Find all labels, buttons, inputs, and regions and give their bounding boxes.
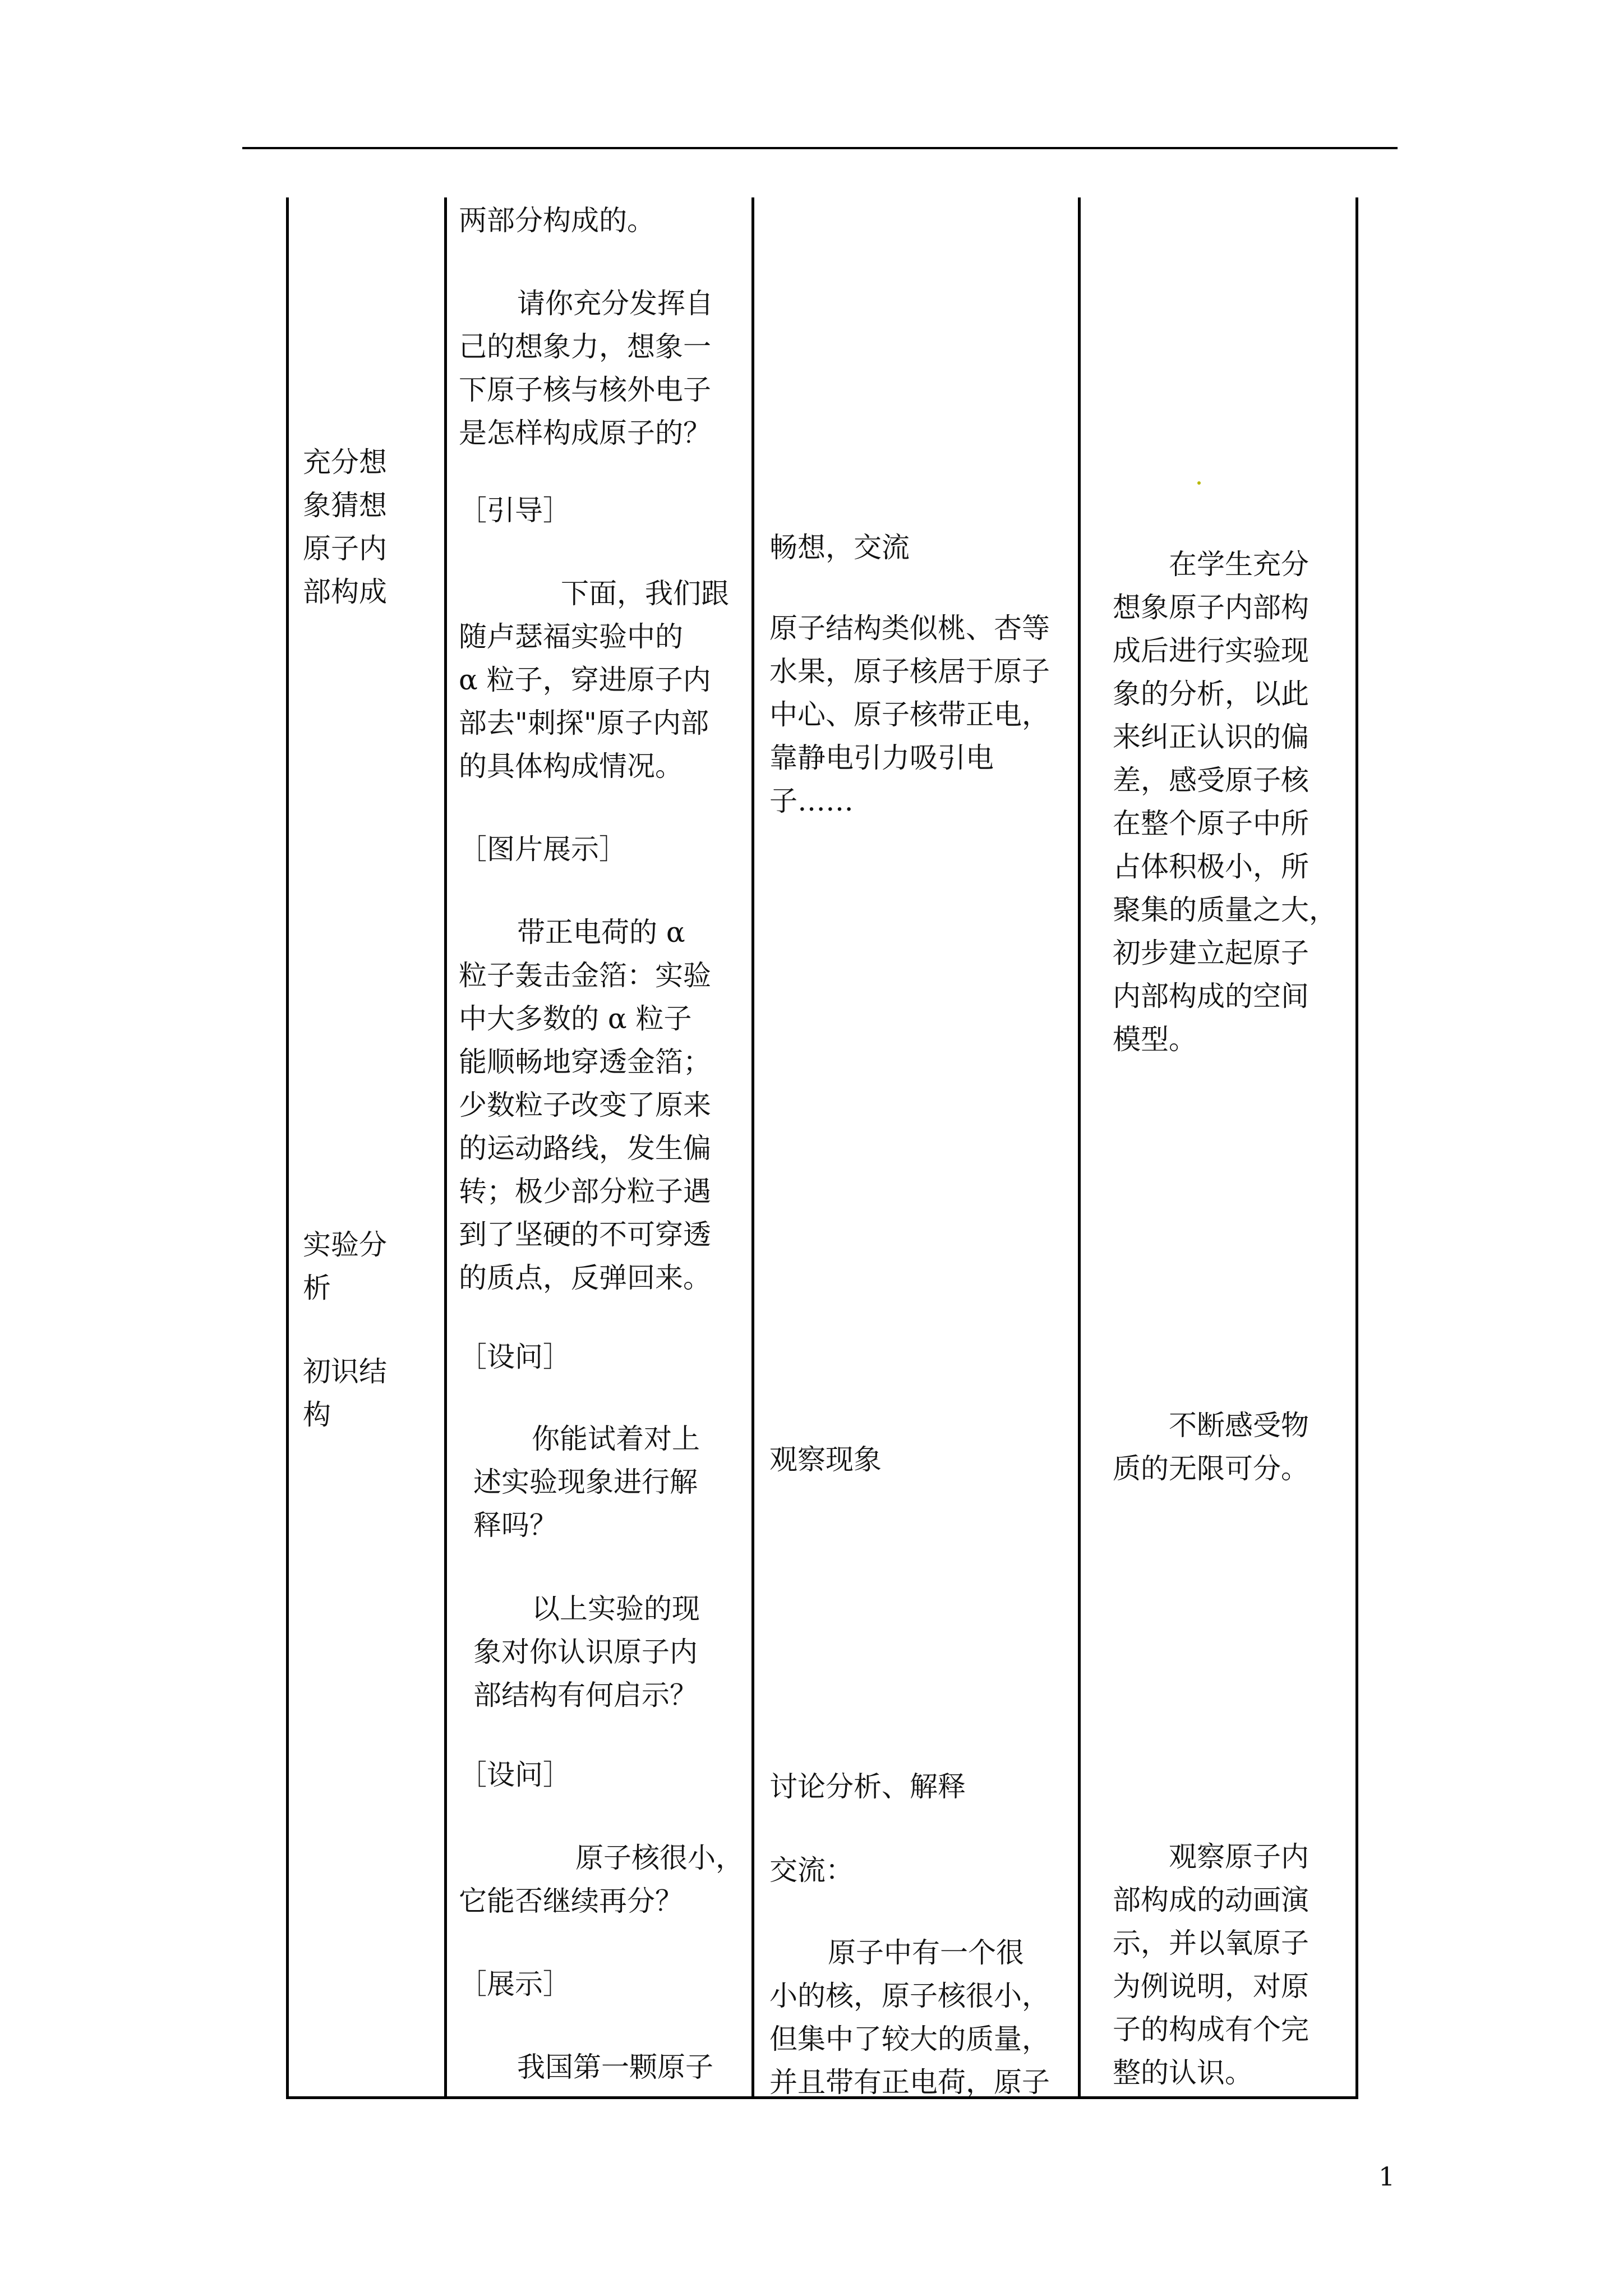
student-line: 观察现象 xyxy=(769,1443,882,1476)
intent-line: 部构成的动画演 xyxy=(1113,1884,1309,1916)
teacher-line: 它能否继续再分？ xyxy=(459,1885,683,1917)
teacher-line: 我国第一颗原子 xyxy=(517,2051,713,2083)
question-label: ［设问］ xyxy=(459,1759,571,1791)
teacher-line: 己的想象力，想象一 xyxy=(459,330,711,363)
teacher-line: 两部分构成的。 xyxy=(459,204,655,237)
student-line: 并且带有正电荷，原子 xyxy=(769,2066,1050,2099)
teacher-line: 象对你认识原子内 xyxy=(473,1636,698,1668)
teacher-line: 粒子轰击金箔：实验 xyxy=(459,959,711,992)
teacher-line: 到了坚硬的不可穿透 xyxy=(459,1218,711,1251)
intent-line: 占体积极小，所 xyxy=(1113,850,1309,883)
student-line: 小的核，原子核很小， xyxy=(769,1980,1050,2012)
column-divider xyxy=(444,197,447,2096)
student-line: 畅想，交流 xyxy=(769,531,910,564)
intent-line: 整的认识。 xyxy=(1113,2056,1253,2089)
teacher-line: 随卢瑟福实验中的 xyxy=(459,620,683,653)
student-line: 原子结构类似桃、杏等 xyxy=(769,612,1050,645)
stage-line: 部构成 xyxy=(303,576,387,608)
student-line: 水果，原子核居于原子 xyxy=(769,655,1050,688)
teacher-line: 以上实验的现 xyxy=(532,1593,700,1625)
student-line: 靠静电引力吸引电 xyxy=(769,742,994,774)
guide-label: ［引导］ xyxy=(459,494,571,527)
intent-line: 象的分析，以此 xyxy=(1113,678,1309,710)
teacher-line: 部结构有何启示？ xyxy=(473,1679,698,1711)
intent-line: 为例说明，对原 xyxy=(1113,1970,1309,2003)
picture-label: ［图片展示］ xyxy=(459,833,627,866)
teacher-line: 下面，我们跟 xyxy=(561,577,729,610)
teacher-line: 中大多数的 α 粒子 xyxy=(459,1002,692,1035)
student-line: 讨论分析、解释 xyxy=(769,1770,966,1803)
intent-line: 初步建立起原子 xyxy=(1113,937,1309,969)
teacher-line: 原子核很小， xyxy=(575,1842,744,1874)
stage-line: 充分想 xyxy=(303,446,387,478)
intent-line: 在学生充分 xyxy=(1169,548,1309,581)
intent-line: 内部构成的空间 xyxy=(1113,980,1309,1013)
teacher-line: 带正电荷的 α xyxy=(517,916,685,949)
teacher-line: 释吗？ xyxy=(473,1509,557,1542)
intent-line: 示，并以氧原子 xyxy=(1113,1927,1309,1959)
stage-line: 构 xyxy=(303,1398,331,1431)
teacher-line: 的质点，反弹回来。 xyxy=(459,1262,711,1294)
intent-line: 成后进行实验现 xyxy=(1113,634,1309,667)
page-number: 1 xyxy=(1378,2161,1395,2192)
intent-line: 聚集的质量之大， xyxy=(1113,894,1337,926)
student-line: 中心、原子核带正电， xyxy=(769,698,1050,731)
intent-line: 来纠正认识的偏 xyxy=(1113,721,1309,753)
intent-line: 子的构成有个完 xyxy=(1113,2013,1309,2046)
stray-dot xyxy=(1197,481,1201,485)
column-divider xyxy=(1078,197,1081,2096)
teacher-line: 转；极少部分粒子遇 xyxy=(459,1175,711,1208)
teacher-line: 的运动路线，发生偏 xyxy=(459,1132,711,1165)
stage-line: 象猜想 xyxy=(303,489,387,522)
teacher-line: 请你充分发挥自 xyxy=(517,287,713,320)
teacher-line: 少数粒子改变了原来 xyxy=(459,1089,711,1121)
stage-line: 初识结 xyxy=(303,1355,387,1388)
teacher-line: 是怎样构成原子的？ xyxy=(459,417,711,449)
student-line: 原子中有一个很 xyxy=(828,1936,1024,1969)
stage-line: 析 xyxy=(303,1272,331,1304)
header-rule xyxy=(242,147,1398,149)
intent-line: 在整个原子中所 xyxy=(1113,807,1309,840)
student-line: 但集中了较大的质量， xyxy=(769,2023,1050,2055)
intent-line: 质的无限可分。 xyxy=(1113,1452,1309,1485)
student-line: 交流： xyxy=(769,1854,854,1887)
teacher-line: 的具体构成情况。 xyxy=(459,750,683,783)
teacher-line: 部去"刺探"原子内部 xyxy=(459,707,709,739)
teacher-line: α 粒子，穿进原子内 xyxy=(459,664,711,696)
intent-line: 想象原子内部构 xyxy=(1113,591,1309,624)
intent-line: 不断感受物 xyxy=(1169,1409,1309,1442)
teacher-line: 能顺畅地穿透金箔； xyxy=(459,1046,711,1078)
intent-line: 观察原子内 xyxy=(1169,1841,1309,1873)
stage-line: 实验分 xyxy=(303,1228,387,1261)
stage-line: 原子内 xyxy=(303,532,387,565)
teacher-line: 述实验现象进行解 xyxy=(473,1466,698,1498)
student-line: 子…… xyxy=(769,785,854,817)
show-label: ［展示］ xyxy=(459,1968,571,2000)
question-label: ［设问］ xyxy=(459,1341,571,1373)
intent-line: 模型。 xyxy=(1113,1023,1197,1056)
intent-line: 差，感受原子核 xyxy=(1113,764,1309,797)
teacher-line: 下原子核与核外电子 xyxy=(459,374,711,406)
column-divider xyxy=(751,197,754,2096)
teacher-line: 你能试着对上 xyxy=(532,1423,700,1455)
